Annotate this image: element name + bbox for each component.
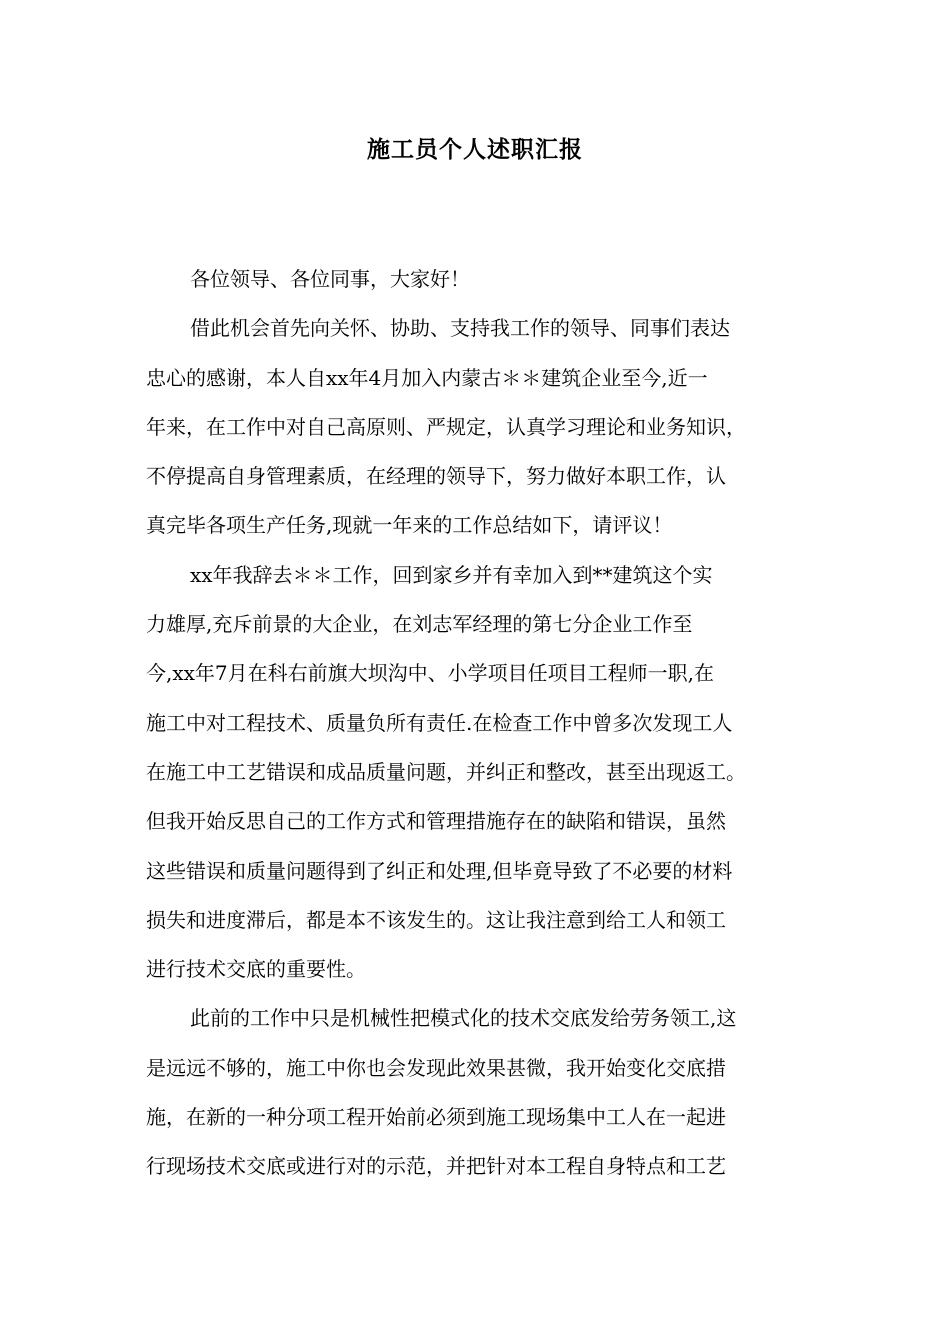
document-body (146, 255, 811, 1192)
text-line: 力雄厚,充斥前景的大企业，在刘志军经理的第七分企业工作至 (146, 612, 693, 637)
text-line: 年来，在工作中对自己高原则、严规定，认真学习理论和业务知识， (146, 414, 746, 439)
text-line: 忠心的感谢，本人自xx年4月加入内蒙古＊＊建筑企业至今,近一 (146, 365, 708, 390)
text-line: 今,xx年7月在科右前旗大坝沟中、小学项目任项目工程师一职,在 (146, 661, 714, 686)
text-line: 进行技术交底的重要性。 (146, 957, 366, 982)
text-line: 各位领导、各位同事，大家好！ (190, 267, 470, 291)
paragraph-thanks (146, 304, 811, 550)
text-line: 施，在新的一种分项工程开始前必须到施工现场集中工人在一起进 (146, 1105, 726, 1130)
paragraph-experience (146, 551, 811, 995)
paragraph-improvement (146, 994, 811, 1191)
paragraph-greeting (146, 255, 811, 304)
text-line: 行现场技术交底或进行对的示范，并把针对本工程自身特点和工艺 (146, 1154, 726, 1179)
text-line: 是远远不够的，施工中你也会发现此效果甚微，我开始变化交底措 (146, 1055, 726, 1080)
text-line: xx年我辞去＊＊工作，回到家乡并有幸加入到**建筑这个实 (190, 562, 713, 587)
text-line: 施工中对工程技术、质量负所有责任.在检查工作中曾多次发现工人 (146, 710, 733, 735)
text-line: 不停提高自身管理素质，在经理的领导下，努力做好本职工作，认 (146, 464, 726, 489)
text-line: 这些错误和质量问题得到了纠正和处理,但毕竟导致了不必要的材料 (146, 858, 733, 883)
text-line: 借此机会首先向关怀、协助、支持我工作的领导、同事们表达 (190, 316, 730, 341)
document-title: 施工员个人述职汇报 (367, 136, 583, 163)
text-line: 损失和进度滞后，都是本不该发生的。这让我注意到给工人和领工 (146, 907, 726, 932)
text-line: 但我开始反思自己的工作方式和管理措施存在的缺陷和错误，虽然 (146, 809, 726, 834)
text-line: 在施工中工艺错误和成品质量问题，并纠正和整改，甚至出现返工。 (146, 759, 746, 784)
text-line: 真完毕各项生产任务,现就一年来的工作总结如下，请评议！ (146, 513, 673, 538)
text-line: 此前的工作中只是机械性把模式化的技术交底发给劳务领工,这 (190, 1006, 737, 1031)
